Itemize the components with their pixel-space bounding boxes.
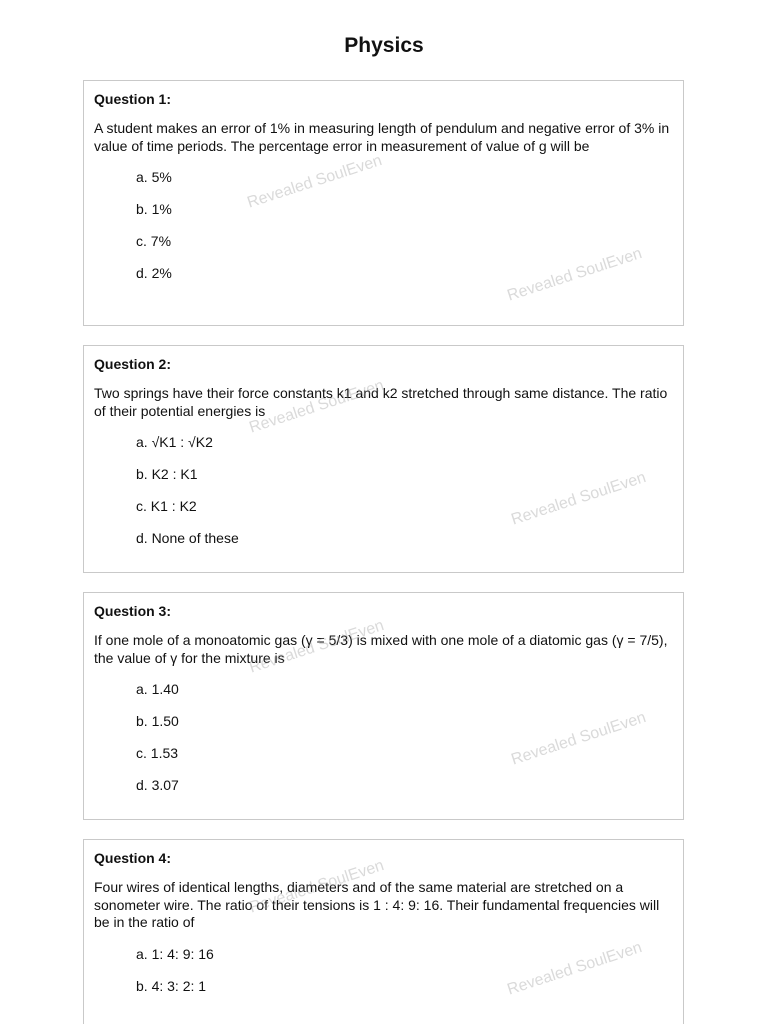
question-text: If one mole of a monoatomic gas (γ = 5/3) is mixed with one mole of a diatomic gas (γ = 7/5), the value of γ for the mixture is [94, 632, 668, 666]
question-heading: Question 1: [94, 91, 172, 107]
question-heading: Question 2: [94, 356, 172, 372]
option-list [94, 680, 673, 794]
option-item: a. 1: 4: 9: 16 [136, 945, 214, 962]
question-text: Two springs have their force constants k1 and k2 stretched through same distance. The ratio of their potential energies is [94, 385, 668, 419]
watermark: Revealed SoulEven [247, 857, 387, 917]
question-heading: Question 4: [94, 850, 172, 866]
watermark: Revealed SoulEven [247, 617, 387, 677]
option-item: d. None of these [136, 530, 239, 546]
watermark: Revealed SoulEven [245, 152, 385, 212]
option-list [94, 433, 673, 547]
watermark: Revealed SoulEven [509, 709, 649, 769]
question-card [83, 839, 684, 1024]
watermark: Revealed SoulEven [247, 377, 387, 437]
option-item: c. K1 : K2 [136, 498, 197, 514]
option-item: b. 1.50 [136, 713, 179, 729]
option-item: b. K2 : K1 [136, 466, 198, 482]
question-heading: Question 3: [94, 603, 172, 619]
question-text: A student makes an error of 1% in measuring length of pendulum and negative error of 3% in value of time periods. The percentage error in measurement of value of g will be [94, 120, 670, 154]
option-list [94, 945, 673, 995]
watermark: Revealed SoulEven [505, 245, 645, 305]
option-item: c. 1.53 [136, 745, 179, 761]
option-item: d. 3.07 [136, 777, 179, 793]
question-text: Four wires of identical lengths, diameters and of the same material are stretched on a sonometer wire. The ratio of their tensions is 1 : 4: 9: 16. Their fundamental frequencies will be in the ratio of [94, 879, 660, 930]
option-item: a. √K1 : √K2 [136, 434, 213, 450]
option-item: d. 2% [136, 265, 172, 281]
watermark: Revealed SoulEven [509, 469, 649, 529]
option-list [94, 168, 673, 282]
option-item: a. 1.40 [136, 681, 179, 697]
question-card [83, 592, 684, 820]
page-title: Physics [344, 34, 424, 57]
option-item: a. 5% [136, 169, 172, 185]
option-item: b. 1% [136, 201, 172, 217]
question-card [83, 345, 684, 573]
question-card [83, 80, 684, 326]
option-item: c. 7% [136, 233, 172, 249]
option-item: b. 4: 3: 2: 1 [136, 977, 207, 994]
watermark: Revealed SoulEven [505, 939, 645, 999]
